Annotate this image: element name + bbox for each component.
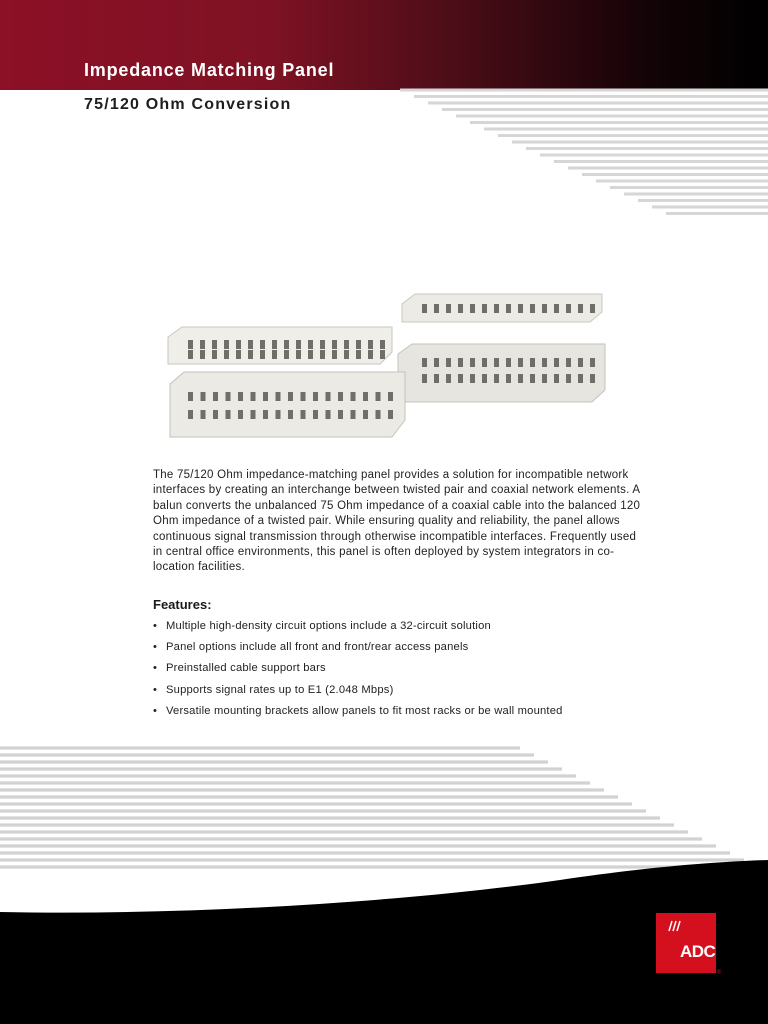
- connector: [236, 340, 241, 349]
- connector: [422, 304, 427, 313]
- connector: [288, 392, 293, 401]
- connector: [446, 304, 451, 313]
- connector: [506, 358, 511, 367]
- adc-logo: [656, 913, 720, 977]
- connector: [238, 410, 243, 419]
- connector: [226, 410, 231, 419]
- connector: [248, 340, 253, 349]
- connector: [388, 392, 393, 401]
- connector: [530, 374, 535, 383]
- features-heading: Features:: [153, 597, 212, 612]
- connector: [590, 374, 595, 383]
- connector: [276, 392, 281, 401]
- connector: [188, 392, 193, 401]
- connector: [363, 392, 368, 401]
- connector: [344, 340, 349, 349]
- panel-rear-bottom: [398, 344, 605, 402]
- connector: [542, 304, 547, 313]
- connector: [470, 304, 475, 313]
- connector: [518, 304, 523, 313]
- connector: [554, 358, 559, 367]
- connector: [590, 304, 595, 313]
- footer-band: [0, 860, 768, 1024]
- connector: [356, 350, 361, 359]
- connector: [308, 350, 313, 359]
- page-title: Impedance Matching Panel: [84, 60, 335, 80]
- connector: [263, 410, 268, 419]
- connector: [213, 392, 218, 401]
- connector: [458, 358, 463, 367]
- connector: [578, 304, 583, 313]
- connector: [296, 340, 301, 349]
- connector: [494, 358, 499, 367]
- connector: [542, 358, 547, 367]
- connector: [380, 350, 385, 359]
- connector: [284, 340, 289, 349]
- connector: [226, 392, 231, 401]
- connector: [376, 392, 381, 401]
- connector: [188, 350, 193, 359]
- connector: [494, 304, 499, 313]
- feature-item: • Supports signal rates up to E1 (2.048 Mbps): [153, 680, 673, 701]
- connector: [238, 392, 243, 401]
- feature-item: • Preinstalled cable support bars: [153, 658, 673, 679]
- connector: [326, 410, 331, 419]
- connector: [224, 340, 229, 349]
- connector: [482, 304, 487, 313]
- connector: [566, 374, 571, 383]
- connector: [554, 374, 559, 383]
- panel-rear-top: [402, 294, 602, 322]
- product-description: The 75/120 Ohm impedance-matching panel provides a solution for incompatible network interfaces by creating an interchange between twisted pair and coaxial network elements. A balun converts the unbalanced 75 Ohm impedance of a coaxial cable into the balanced 120 Ohm impedance of a twisted pair. While ensuring quality and reliability, the panel allows continuous signal transmission through otherwise incompatible interfaces. Frequently used in central office environments, this panel is often deployed by system integrators in co-location facilities.: [153, 469, 641, 574]
- page-subtitle: 75/120 Ohm Conversion: [84, 96, 292, 113]
- connector: [313, 392, 318, 401]
- connector: [482, 374, 487, 383]
- connector: [578, 374, 583, 383]
- connector: [376, 410, 381, 419]
- connector: [506, 304, 511, 313]
- registered-mark: ®: [717, 970, 722, 976]
- connector: [251, 410, 256, 419]
- connector: [518, 374, 523, 383]
- connector: [213, 410, 218, 419]
- connector: [542, 374, 547, 383]
- connector: [494, 374, 499, 383]
- connector: [388, 410, 393, 419]
- connector: [530, 304, 535, 313]
- connector: [188, 410, 193, 419]
- connector: [200, 340, 205, 349]
- connector: [260, 340, 265, 349]
- feature-item: • Panel options include all front and front/rear access panels: [153, 637, 673, 658]
- connector: [338, 392, 343, 401]
- connector: [351, 392, 356, 401]
- connector: [422, 374, 427, 383]
- connector: [344, 350, 349, 359]
- connector: [272, 350, 277, 359]
- connector: [320, 350, 325, 359]
- connector: [458, 304, 463, 313]
- connector: [326, 392, 331, 401]
- connector: [263, 392, 268, 401]
- connector: [224, 350, 229, 359]
- connector: [470, 374, 475, 383]
- connector: [320, 340, 325, 349]
- logo-text: ADC: [680, 942, 716, 961]
- feature-item: • Multiple high-density circuit options include a 32-circuit solution: [153, 616, 673, 637]
- connector: [338, 410, 343, 419]
- connector: [201, 392, 206, 401]
- feature-item: • Versatile mounting brackets allow panels to fit most racks or be wall mounted: [153, 701, 673, 722]
- connector: [434, 374, 439, 383]
- connector: [380, 340, 385, 349]
- connector: [470, 358, 475, 367]
- connector: [566, 358, 571, 367]
- connector: [434, 304, 439, 313]
- connector: [351, 410, 356, 419]
- connector: [200, 350, 205, 359]
- features-list: [153, 616, 673, 722]
- connector: [212, 340, 217, 349]
- connector: [313, 410, 318, 419]
- connector: [368, 340, 373, 349]
- connector: [248, 350, 253, 359]
- connector: [188, 340, 193, 349]
- connector: [530, 358, 535, 367]
- connector: [446, 358, 451, 367]
- connector: [301, 392, 306, 401]
- connector: [260, 350, 265, 359]
- connector: [251, 392, 256, 401]
- connector: [276, 410, 281, 419]
- connector: [308, 340, 313, 349]
- connector: [590, 358, 595, 367]
- connector: [422, 358, 427, 367]
- connector: [236, 350, 241, 359]
- connector: [368, 350, 373, 359]
- connector: [356, 340, 361, 349]
- connector: [201, 410, 206, 419]
- product-photo: [160, 292, 620, 442]
- connector: [301, 410, 306, 419]
- connector: [332, 340, 337, 349]
- connector: [554, 304, 559, 313]
- decorative-stripes: [0, 740, 768, 870]
- connector: [518, 358, 523, 367]
- connector: [284, 350, 289, 359]
- connector: [272, 340, 277, 349]
- connector: [482, 358, 487, 367]
- connector: [458, 374, 463, 383]
- connector: [434, 358, 439, 367]
- panel-front-bottom: [170, 372, 405, 437]
- connector: [288, 410, 293, 419]
- connector: [363, 410, 368, 419]
- connector: [296, 350, 301, 359]
- connector: [578, 358, 583, 367]
- connector: [506, 374, 511, 383]
- connector: [566, 304, 571, 313]
- connector: [212, 350, 217, 359]
- connector: [332, 350, 337, 359]
- connector: [446, 374, 451, 383]
